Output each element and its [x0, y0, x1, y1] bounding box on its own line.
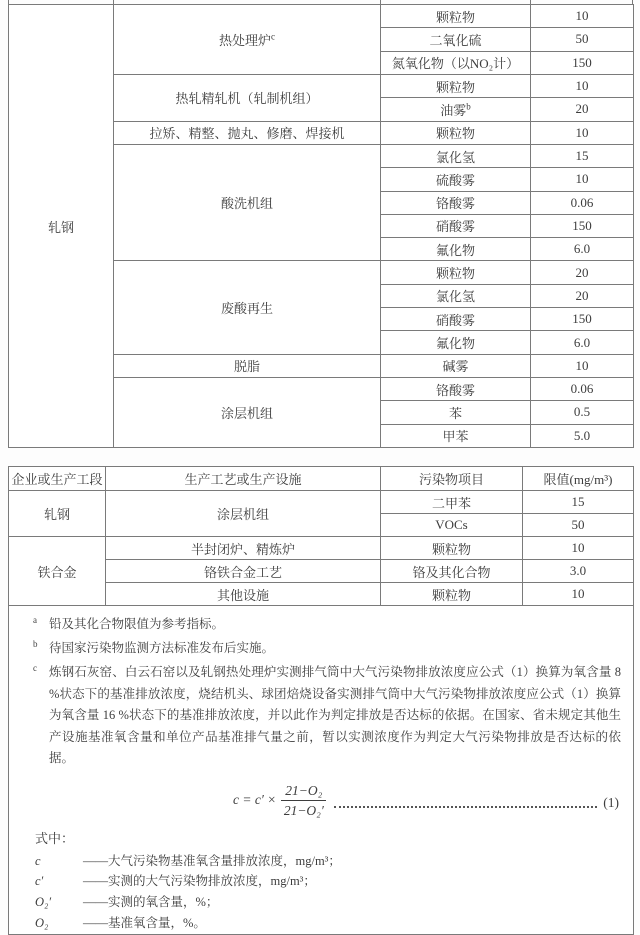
enterprise-cell: 轧钢 [9, 491, 106, 537]
limit-cell: 10 [523, 537, 634, 560]
formula-numerator: 21−O₂ [281, 782, 326, 801]
limit-cell: 150 [531, 214, 634, 237]
definition-desc: ——实测的大气污染物排放浓度，mg/m³； [83, 874, 316, 889]
limit-cell: 10 [531, 74, 634, 97]
pollutant-cell: VOCs [381, 514, 523, 537]
footnote-b [33, 638, 621, 658]
pollutant-cell: 颗粒物 [381, 537, 523, 560]
definition-c-prime [35, 871, 621, 892]
footnote-marker [33, 662, 49, 770]
formula-1 [233, 782, 619, 819]
pollutant-cell: 氟化物 [381, 331, 531, 354]
footnote-text: 炼钢石灰窑、白云石窑以及轧钢热处理炉实测排气筒中大气污染物排放浓度应公式（1）换算为氧含量 8 %状态下的基准排放浓度，烧结机头、球团焙烧设备实测排气筒中大气污染物排放浓度应公式（1）换算为氧含量 16 %状态下的基准排放浓度，并以此作为判定排放是否达标的依据。在国家、省未规定其他生产设施基准氧含量和单位产品基准排气量之前，暂以实测浓度作为判定大气污染物排放是否达标的依据。 [49, 665, 621, 765]
footnote-marker [33, 614, 49, 634]
pollutant-cell: 二氧化硫 [381, 28, 531, 51]
limit-cell: 10 [523, 583, 634, 606]
pollutant-cell: 铬酸雾 [381, 191, 531, 214]
header-row [9, 467, 634, 491]
dotted-leader [334, 806, 597, 808]
limit-cell: 6.0 [531, 331, 634, 354]
table-row [9, 537, 634, 560]
pollutant-cell: 氮氧化物（以NO₂计） [381, 51, 531, 74]
pollutant-cell: 颗粒物 [381, 5, 531, 28]
process-cell: 脱脂 [114, 354, 381, 377]
process-cell: 热轧精轧机（轧制机组） [114, 74, 381, 121]
limit-cell: 0.06 [531, 191, 634, 214]
column-header-pollutant: 污染物项目 [381, 467, 523, 491]
enterprise-cell: 铁合金 [9, 537, 106, 606]
pollutant-cell: 碱雾 [381, 354, 531, 377]
footnote-marker-letter: a [33, 614, 37, 625]
formula-fraction [281, 782, 326, 819]
pollutant-cell [381, 98, 531, 121]
process-label: 热处理炉 [218, 32, 271, 48]
enterprise-cell: 轧钢 [9, 5, 114, 448]
footnote-text: 铅及其化合物限值为参考指标。 [49, 617, 225, 631]
pollutant-cell: 甲苯 [381, 424, 531, 447]
definition-term: c′ [35, 874, 44, 889]
limit-cell: 50 [523, 514, 634, 537]
footnote-c [33, 662, 621, 770]
definition-o2 [35, 913, 621, 934]
definition-desc: ——大气污染物基准氧含量排放浓度，mg/m³； [83, 853, 341, 868]
column-header-process: 生产工艺或生产设施 [106, 467, 381, 491]
where-label: 式中： [35, 830, 75, 846]
footnotes-cell [9, 606, 634, 935]
column-header-limit: 限值(mg/m³) [523, 467, 634, 491]
table-row [9, 491, 634, 514]
formula-number: (1) [603, 795, 619, 810]
definition-o2-prime [35, 892, 621, 913]
footnote-marker [33, 638, 49, 658]
pollutant-cell: 颗粒物 [381, 583, 523, 606]
process-cell: 半封闭炉、精炼炉 [106, 537, 381, 560]
pollutant-cell: 氯化氢 [381, 144, 531, 167]
column-header-enterprise: 企业或生产工段 [9, 467, 106, 491]
pollutant-cell: 氟化物 [381, 238, 531, 261]
limit-cell: 5.0 [531, 424, 634, 447]
process-cell: 涂层机组 [106, 491, 381, 537]
process-cell: 铬铁合金工艺 [106, 560, 381, 583]
limit-cell: 150 [531, 308, 634, 331]
pollutant-label: 油雾 [440, 102, 467, 118]
process-cell: 拉矫、精整、抛丸、修磨、焊接机 [114, 121, 381, 144]
limit-cell: 50 [531, 28, 634, 51]
limit-cell: 10 [531, 168, 634, 191]
limit-cell: 10 [531, 121, 634, 144]
table-pollutant-limits-continued [8, 4, 634, 448]
process-cell: 酸洗机组 [114, 144, 381, 261]
limit-cell: 15 [523, 491, 634, 514]
limit-cell: 20 [531, 261, 634, 284]
definition-term: O₂′ [35, 895, 52, 910]
formula-lhs: c = c′ × [233, 792, 277, 807]
footnote-ref: c [271, 31, 275, 42]
notes-row [9, 606, 634, 935]
definition-term: c [35, 853, 41, 868]
process-cell: 废酸再生 [114, 261, 381, 354]
definition-term: O₂ [35, 915, 49, 930]
limit-cell: 15 [531, 144, 634, 167]
formula-denominator: 21−O₂′ [283, 802, 324, 818]
pollutant-cell: 颗粒物 [381, 261, 531, 284]
pollutant-cell: 颗粒物 [381, 121, 531, 144]
process-cell: 其他设施 [106, 583, 381, 606]
footnote-marker-letter: b [33, 638, 38, 649]
limit-cell: 10 [531, 354, 634, 377]
limit-cell: 150 [531, 51, 634, 74]
footnote-marker-letter: c [33, 662, 37, 673]
limit-cell: 0.06 [531, 378, 634, 401]
pollutant-cell: 氯化氢 [381, 284, 531, 307]
pollutant-cell: 铬及其化合物 [381, 560, 523, 583]
limit-cell: 20 [531, 98, 634, 121]
limit-cell: 6.0 [531, 238, 634, 261]
limit-cell: 3.0 [523, 560, 634, 583]
definition-c [35, 851, 621, 872]
pollutant-cell: 二甲苯 [381, 491, 523, 514]
pollutant-cell: 硝酸雾 [381, 214, 531, 237]
table-enterprise-limits [8, 466, 634, 935]
table-row [9, 5, 634, 28]
limit-cell: 0.5 [531, 401, 634, 424]
limit-cell: 20 [531, 284, 634, 307]
pollutant-cell: 颗粒物 [381, 74, 531, 97]
footnote-a [33, 614, 621, 634]
definition-desc: ——实测的氧含量，%； [83, 895, 219, 910]
pollutant-cell: 硝酸雾 [381, 308, 531, 331]
footnote-ref: b [466, 101, 471, 112]
process-cell: 涂层机组 [114, 378, 381, 448]
pollutant-cell: 硫酸雾 [381, 168, 531, 191]
footnote-text: 待国家污染物监测方法标准发布后实施。 [49, 641, 275, 655]
pollutant-cell: 铬酸雾 [381, 378, 531, 401]
definition-desc: ——基准氧含量，%。 [83, 915, 206, 930]
limit-cell: 10 [531, 5, 634, 28]
pollutant-cell: 苯 [381, 401, 531, 424]
process-cell [114, 5, 381, 75]
